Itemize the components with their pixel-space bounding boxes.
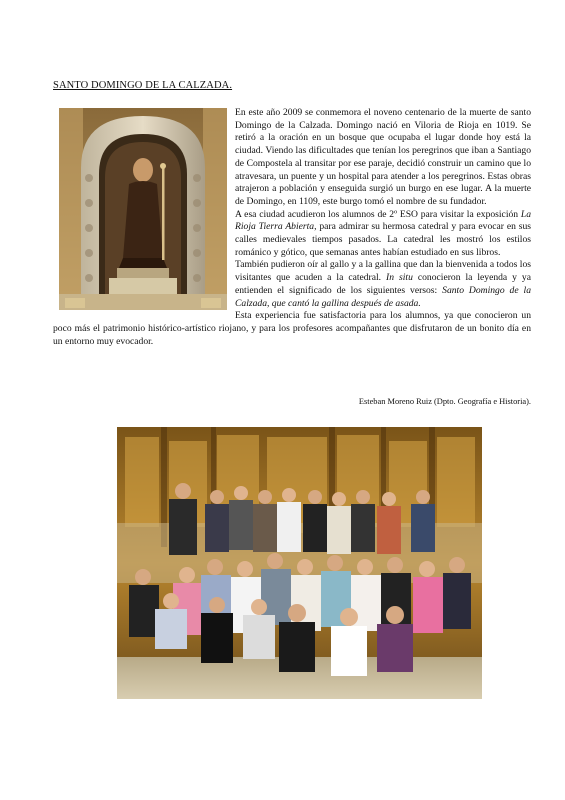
paragraph-2: A esa ciudad acudieron los alumnos de 2º ESO para visitar la exposición La Rioja Tierra Abierta, para admirar su hermosa catedral y para evocar en sus calles medievales tiempos pasados. La catedral les mostró los estilos románico y gótico, que semanas antes habían estudiado en sus libros. (235, 208, 532, 258)
author-signature: Esteban Moreno Ruiz (Dpto. Geografía e Historia). (358, 397, 531, 406)
exhibition-name: La Rioja Tierra Abierta (235, 208, 531, 233)
group-photo-image (117, 427, 482, 699)
verse-quote: Santo Domingo de la Calzada, que cantó la gallina después de asada. (235, 284, 532, 309)
article-body (53, 107, 531, 348)
paragraph-1: En este año 2009 se conmemora el noveno centenario de la muerte de santo Domingo de la Calzada. Domingo nació en Viloria de Rioja en 1019. Se retiró a la oración en un bosque que ocupaba el lugar donde hoy está la ciudad. Viendo las dificultades que tenían los peregrinos que iban a Santiago de Compostela al transitar por ese paraje, decidió construir un camino que lo atravesara, un puente y un hospital para atender a los peregrinos. Estas obras atrajeron a población y enseguida surgió un burgo en ese lugar. A la muerte de Domingo, en 1109, este burgo tomó el nombre de su fundador. (53, 107, 531, 209)
saint-statue-image (59, 108, 227, 310)
paragraph-3: También pudieron oír al gallo y a la gallina que dan la bienvenida a todos los visitantes que acuden a la catedral. In situ conocieron la leyenda y ya entienden el significado de los siguientes versos: Santo Domingo de la Calzada, que cantó la gallina después de asada. (235, 259, 532, 309)
article-title: SANTO DOMINGO DE LA CALZADA. (53, 80, 233, 91)
paragraph-4: Esta experiencia fue satisfactoria para los alumnos, ya que conocieron un poco más el patrimonio histórico-artístico riojano, y para los profesores acompañantes que disfrutaron de un bonito día en un entorno muy evocador. (53, 310, 531, 347)
